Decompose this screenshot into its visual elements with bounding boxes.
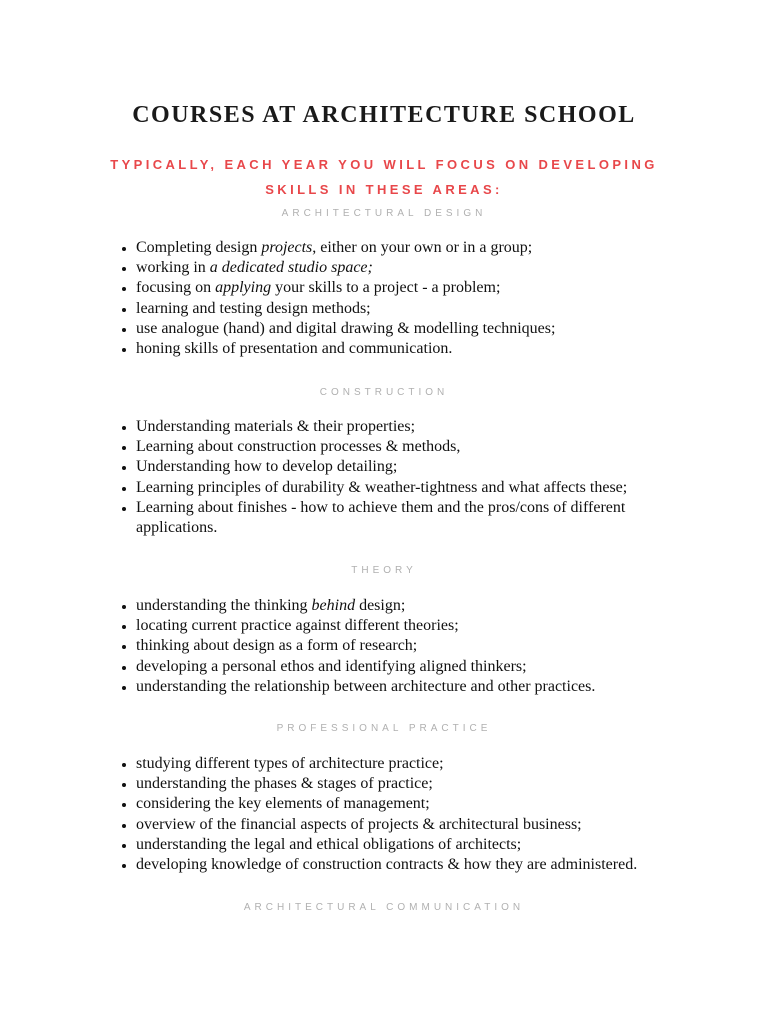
list-item: • considering the key elements of management; [136, 794, 736, 814]
list-item: • honing skills of presentation and communication. [136, 339, 736, 359]
list-item: • Learning about finishes - how to achieve them and the pros/cons of different applications. [136, 498, 736, 538]
list-item: • overview of the financial aspects of projects & architectural business; [136, 815, 736, 835]
architectural-design-list [110, 238, 736, 359]
section-heading-architectural-design: ARCHITECTURAL DESIGN [281, 208, 487, 219]
list-item: • thinking about design as a form of research; [136, 636, 736, 656]
list-item: • understanding the thinking behind design; [136, 596, 736, 616]
construction-list [110, 417, 736, 538]
professional-practice-list [110, 754, 736, 875]
section-heading-construction: CONSTRUCTION [319, 387, 449, 398]
list-item: • learning and testing design methods; [136, 299, 736, 319]
list-item: • studying different types of architecture practice; [136, 754, 736, 774]
section-heading-architectural-communication: ARCHITECTURAL COMMUNICATION [243, 902, 525, 913]
list-item: • use analogue (hand) and digital drawing & modelling techniques; [136, 319, 736, 339]
list-item: • understanding the phases & stages of practice; [136, 774, 736, 794]
list-item: • developing a personal ethos and identifying aligned thinkers; [136, 657, 736, 677]
list-item: • Learning principles of durability & weather-tightness and what affects these; [136, 478, 736, 498]
section-heading-professional-practice: PROFESSIONAL PRACTICE [276, 723, 492, 734]
list-item: • developing knowledge of construction contracts & how they are administered. [136, 855, 736, 875]
list-item: • Learning about construction processes & methods, [136, 437, 736, 457]
list-item: • working in a dedicated studio space; [136, 258, 736, 278]
list-item: • understanding the legal and ethical obligations of architects; [136, 835, 736, 855]
list-item: • Completing design projects, either on your own or in a group; [136, 238, 736, 258]
list-item: • Understanding materials & their properties; [136, 417, 736, 437]
list-item: • locating current practice against different theories; [136, 616, 736, 636]
list-item: • Understanding how to develop detailing; [136, 457, 736, 477]
page-subtitle: TYPICALLY, EACH YEAR YOU WILL FOCUS ON DEVELOPING SKILLS IN THESE AREAS: [110, 157, 658, 197]
theory-list [110, 596, 736, 697]
section-heading-theory: THEORY [351, 565, 417, 576]
page-title: COURSES AT ARCHITECTURE SCHOOL [132, 102, 636, 128]
list-item: • focusing on applying your skills to a project - a problem; [136, 278, 736, 298]
list-item: • understanding the relationship between architecture and other practices. [136, 677, 736, 697]
